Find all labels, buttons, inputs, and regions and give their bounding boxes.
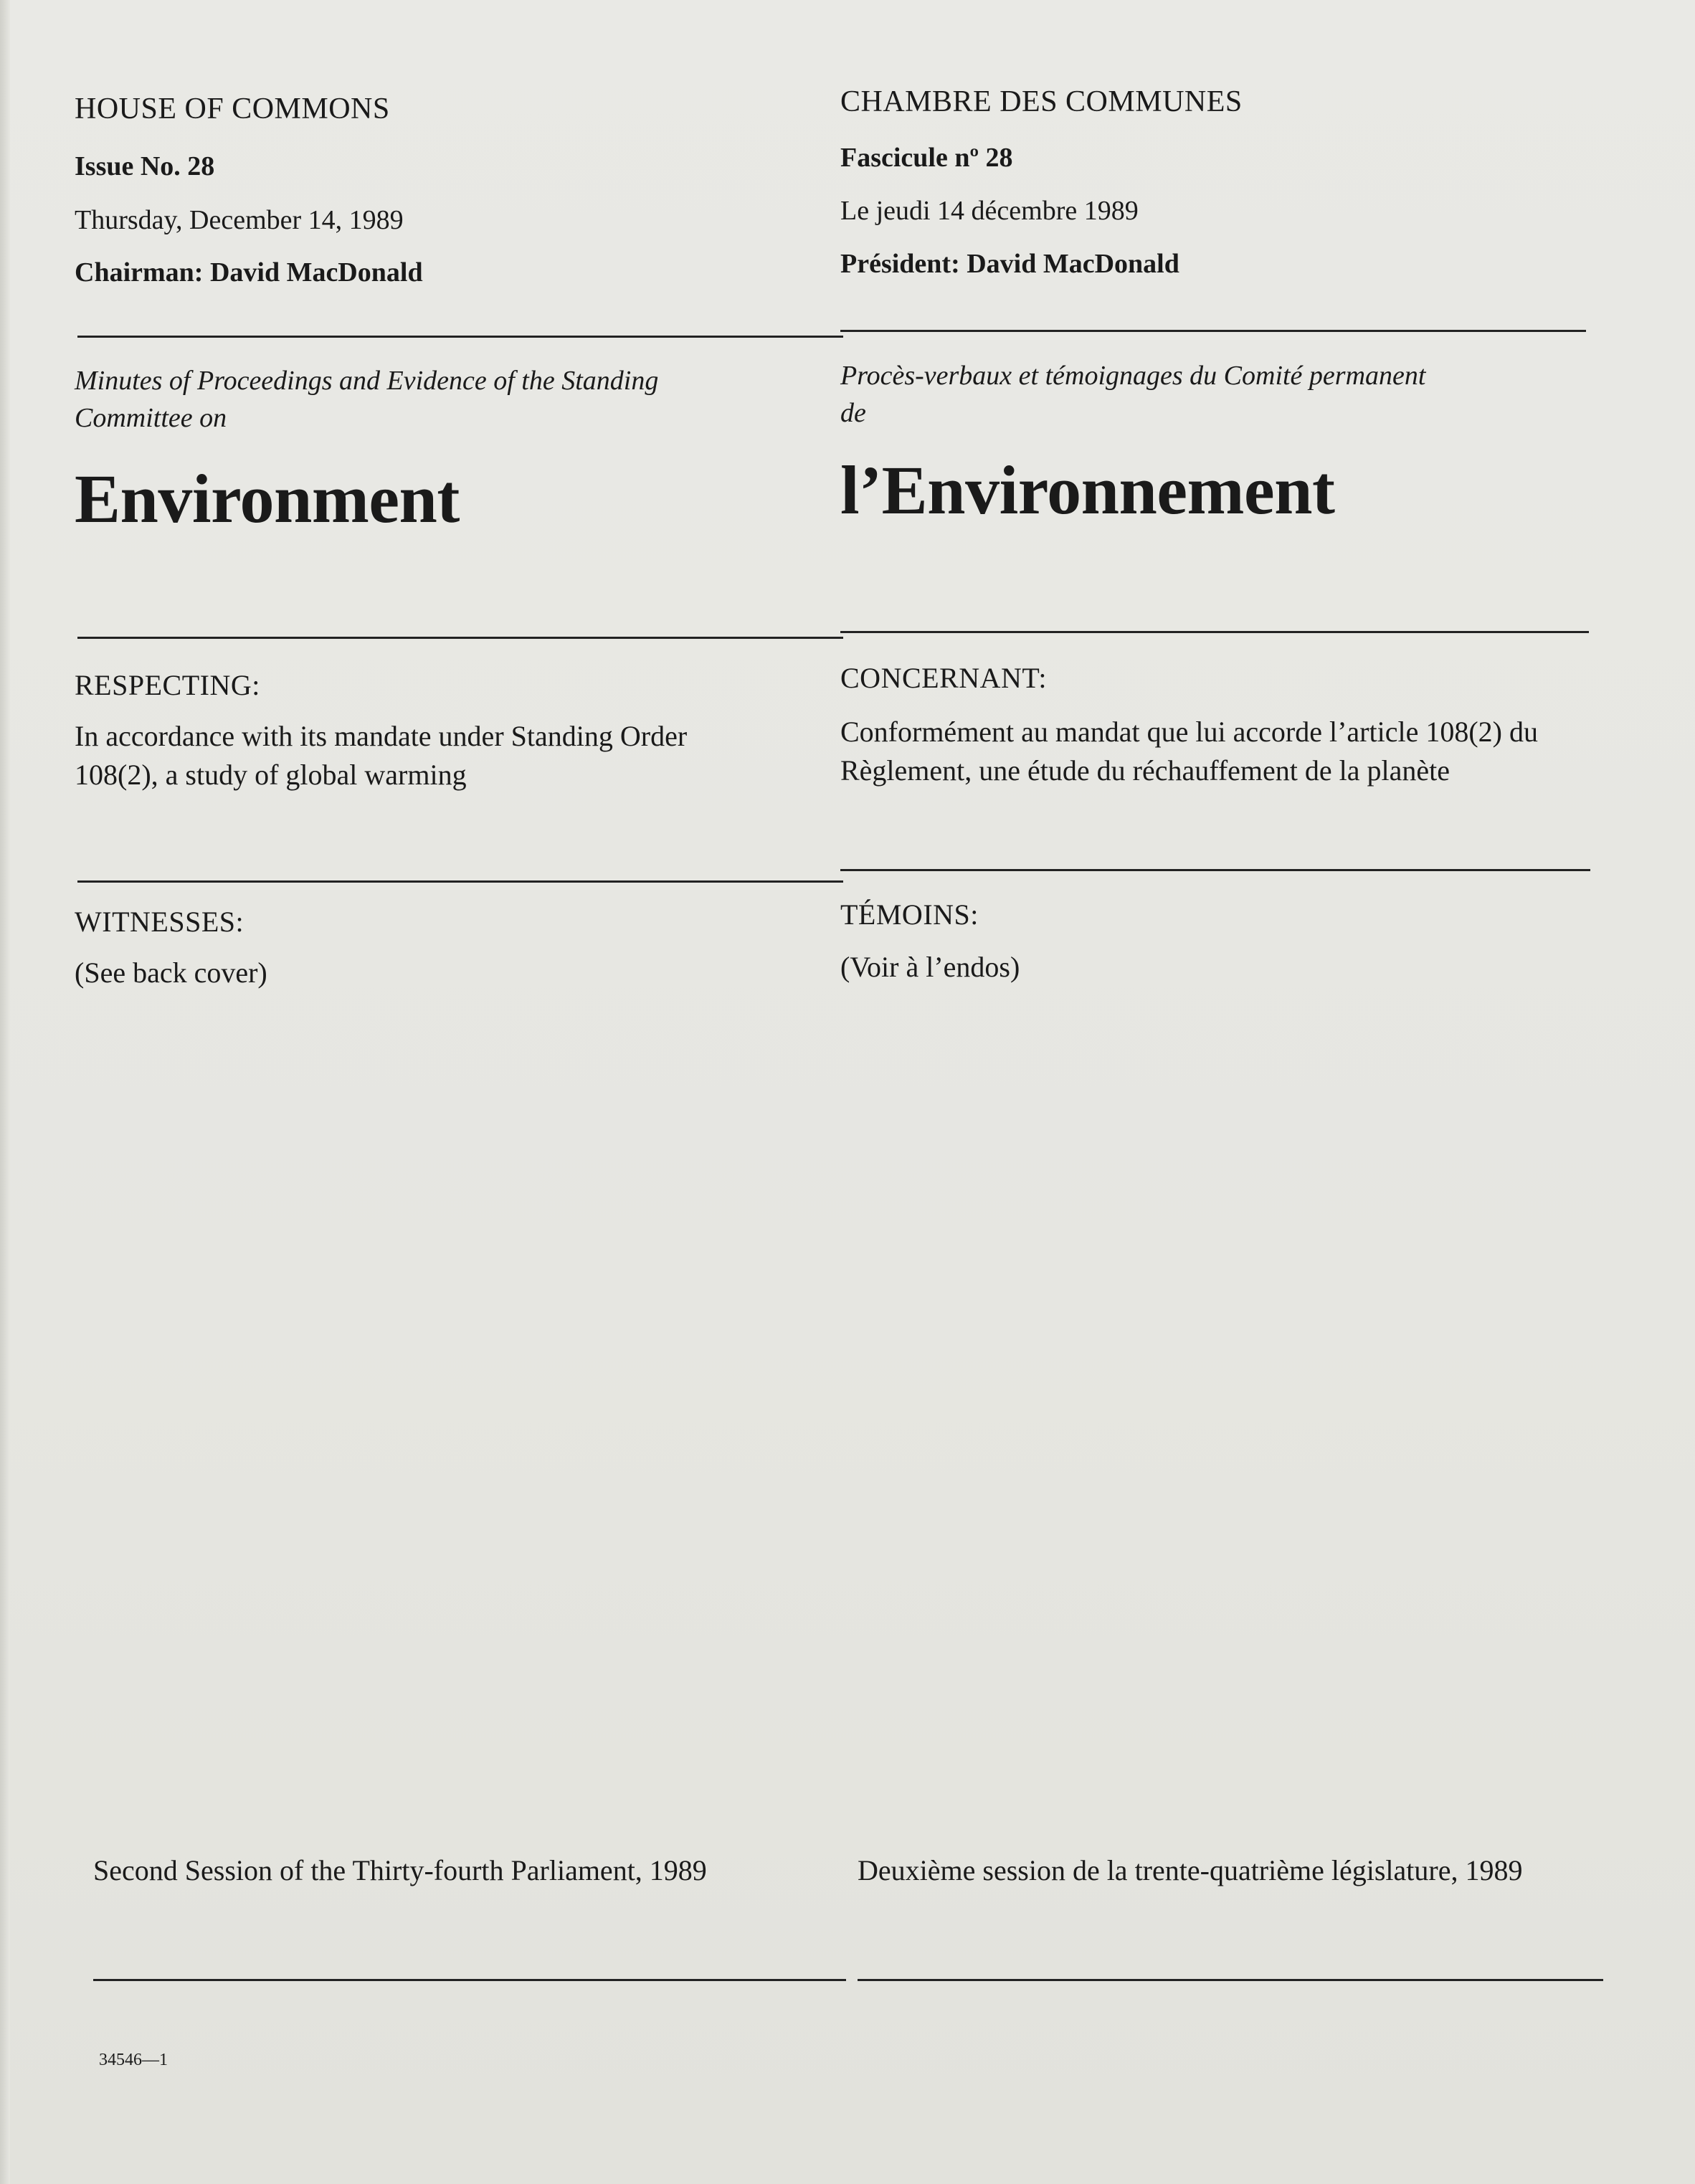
chairman: Président: David MacDonald [840,249,1179,279]
divider [77,880,843,883]
divider [93,1979,846,1981]
divider [840,330,1586,332]
respecting-heading: CONCERNANT: [840,662,1047,694]
house-name: CHAMBRE DES COMMUNES [840,85,1243,118]
committee-title: Environment [75,460,460,537]
witnesses-heading: TÉMOINS: [840,898,979,931]
divider [840,869,1590,871]
divider [858,1979,1603,1981]
witnesses-text: (See back cover) [75,956,267,989]
witnesses-heading: WITNESSES: [75,906,244,938]
minutes-heading: Procès-verbaux et témoignages du Comité permanent de [840,361,1426,428]
committee-title: l’Environnement [840,452,1335,528]
respecting-heading: RESPECTING: [75,669,260,701]
issue-number: Fascicule nº 28 [840,143,1013,173]
session-text: Deuxième session de la trente-quatrième législature, 1989 [858,1854,1523,1886]
divider [77,336,843,338]
chairman: Chairman: David MacDonald [75,257,423,288]
divider [77,637,843,639]
respecting-text: In accordance with its mandate under Standing Order 108(2), a study of global warming [75,720,688,791]
respecting-text: Conformément au mandat que lui accorde l’article 108(2) du Règlement, une étude du réchauffement de la planète [840,716,1538,787]
minutes-heading: Minutes of Proceedings and Evidence of the Standing Committee on [75,366,659,433]
print-code: 34546—1 [99,2051,168,2069]
meeting-date: Le jeudi 14 décembre 1989 [840,196,1139,226]
issue-number: Issue No. 28 [75,151,215,181]
page-edge-shadow [0,0,10,2184]
session-text: Second Session of the Thirty-fourth Parliament, 1989 [93,1854,707,1886]
house-name: HOUSE OF COMMONS [75,92,390,125]
divider [840,631,1589,633]
witnesses-text: (Voir à l’endos) [840,951,1020,983]
meeting-date: Thursday, December 14, 1989 [75,205,404,235]
